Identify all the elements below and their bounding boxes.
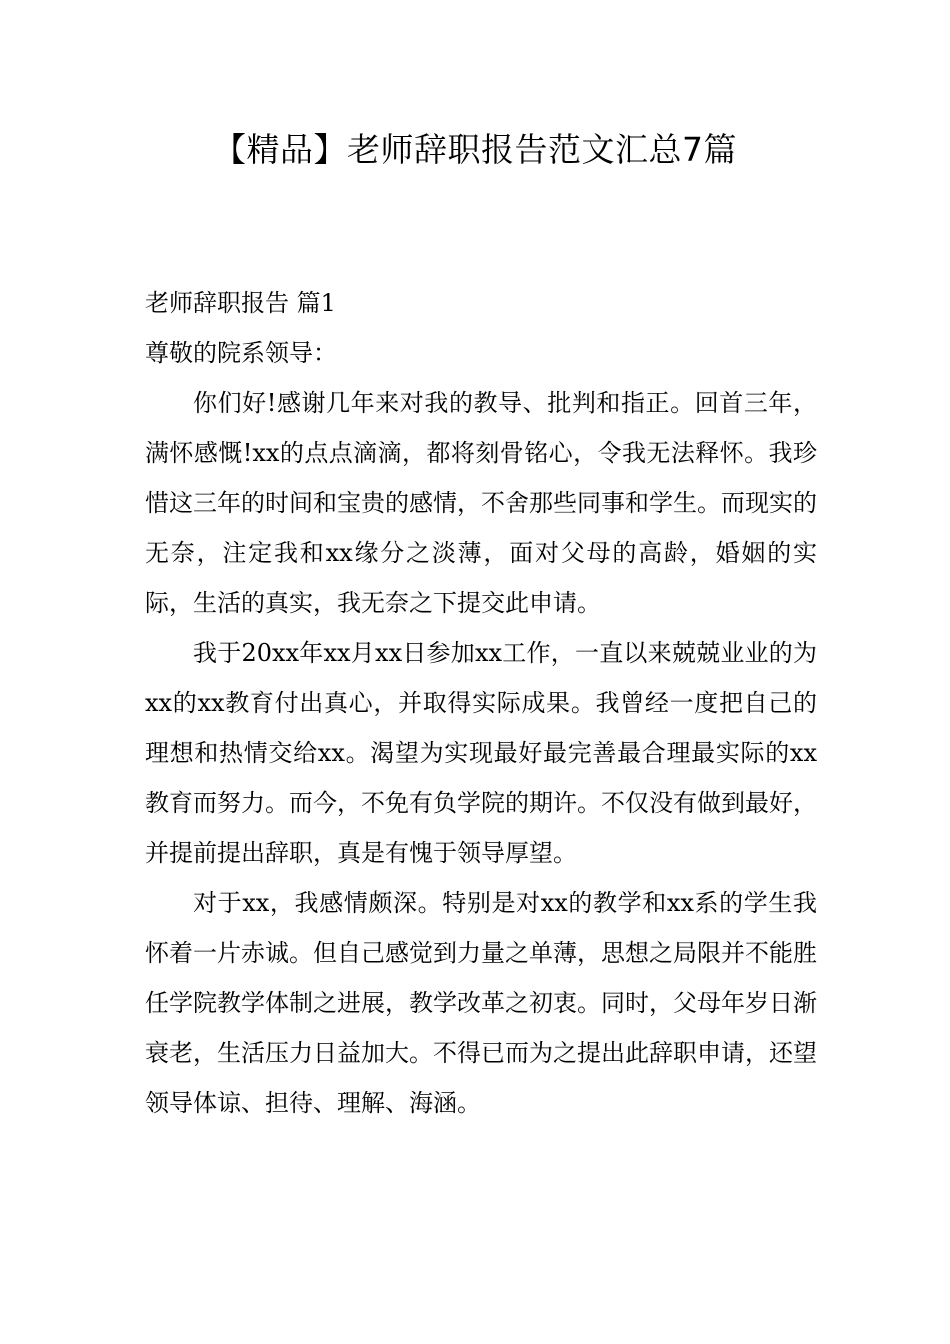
paragraph-3: 对于xx，我感情颇深。特别是对xx的教学和xx系的学生我怀着一片赤诚。但自己感觉到力量之单薄，思想之局限并不能胜任学院教学体制之进展，教学改革之初衷。同时，父母年岁日渐衰老，生活压力日益加大。不得已而为之提出此辞职申请，还望领导体谅、担待、理解、海涵。 xyxy=(145,889,817,1117)
document-title: 【精品】老师辞职报告范文汇总7篇 xyxy=(213,130,737,169)
section-heading: 老师辞职报告 篇1 xyxy=(145,289,336,317)
salutation: 尊敬的院系领导： xyxy=(145,339,337,367)
document-body xyxy=(145,278,817,1128)
paragraph-1: 你们好!感谢几年来对我的教导、批判和指正。回首三年，满怀感慨!xx的点点滴滴，都将刻骨铭心，令我无法释怀。我珍惜这三年的时间和宝贵的感情，不舍那些同事和学生。而现实的无奈，注定我和xx缘分之淡薄，面对父母的高龄，婚姻的实际，生活的真实，我无奈之下提交此申请。 xyxy=(145,389,817,617)
paragraph-2: 我于20xx年xx月xx日参加xx工作，一直以来兢兢业业的为xx的xx教育付出真心，并取得实际成果。我曾经一度把自己的理想和热情交给xx。渴望为实现最好最完善最合理最实际的xx教育而努力。而今，不免有负学院的期许。不仅没有做到最好，并提前提出辞职，真是有愧于领导厚望。 xyxy=(145,639,817,867)
